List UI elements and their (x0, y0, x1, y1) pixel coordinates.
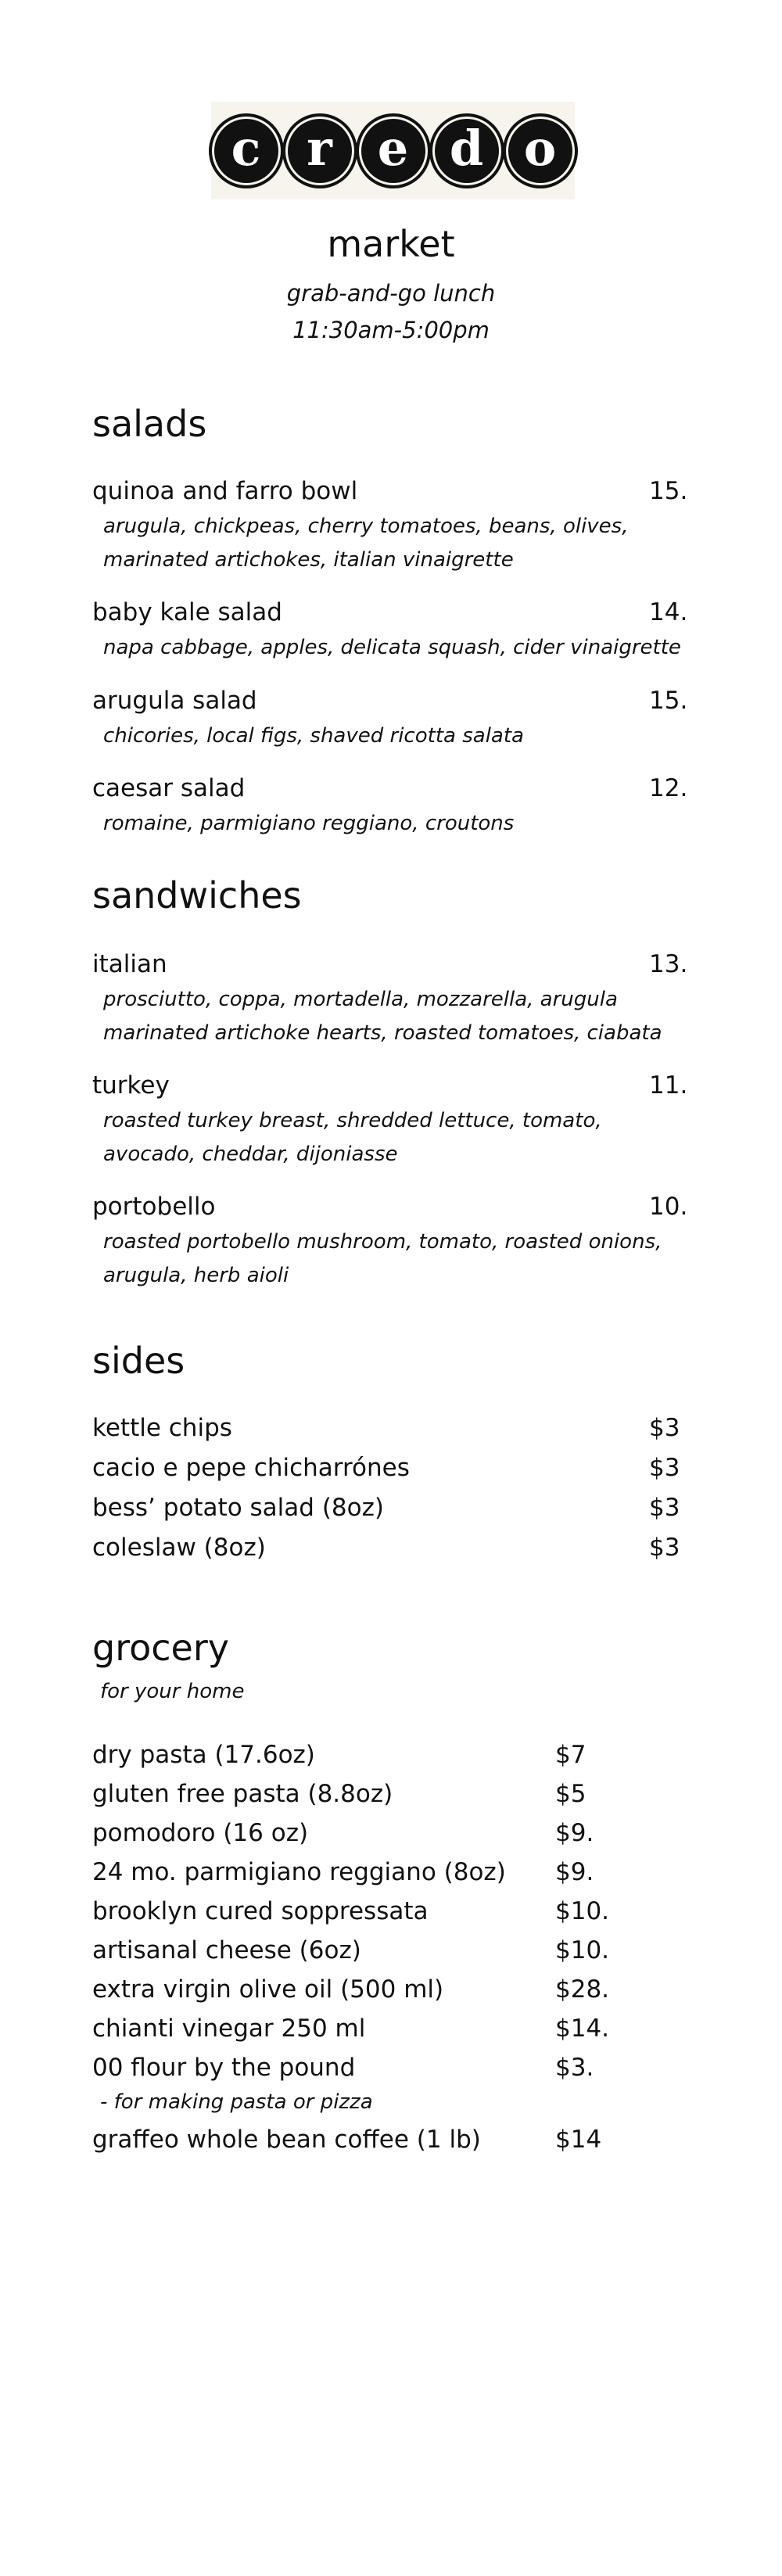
item-name: extra virgin olive oil (500 ml) (92, 1975, 444, 2004)
menu-item (92, 477, 687, 505)
item-name: artisanal cheese (6oz) (92, 1936, 361, 1964)
menu-item (92, 1780, 687, 1808)
item-name: kettle chips (92, 1414, 232, 1442)
menu-item (92, 1071, 687, 1100)
item-name: graffeo whole bean coffee (1 lb) (92, 2126, 481, 2154)
page-subtitle: grab-and-go lunch (286, 280, 496, 307)
item-description: napa cabbage, apples, delicata squash, cider vinaigrette (103, 636, 681, 659)
item-name: pomodoro (16 oz) (92, 1819, 309, 1847)
item-price: 11. (649, 1071, 688, 1100)
opening-hours: 11:30am-5:00pm (292, 317, 490, 343)
menu-item (92, 1494, 687, 1522)
item-price: 15. (649, 477, 688, 505)
item-price: $3 (649, 1454, 680, 1482)
grocery-subtitle: for your home (100, 1680, 245, 1703)
item-name: 24 mo. parmigiano reggiano (8oz) (92, 1858, 506, 1886)
item-name: caesar salad (92, 774, 246, 802)
item-name: gluten free pasta (8.8oz) (92, 1780, 393, 1808)
credo-logo (211, 102, 575, 199)
menu-item (92, 1975, 687, 2004)
menu-item (92, 1858, 687, 1886)
menu-item (92, 2015, 687, 2043)
item-name: 00 flour by the pound (92, 2054, 356, 2082)
item-price: $3 (649, 1494, 680, 1522)
menu-item (92, 1819, 687, 1847)
section-title-sides: sides (92, 1340, 185, 1382)
item-name: cacio e pepe chicharrónes (92, 1454, 410, 1482)
item-description: marinated artichoke hearts, roasted tomatoes, ciabata (103, 1021, 662, 1045)
item-price: 12. (649, 774, 688, 802)
item-name: chianti vinegar 250 ml (92, 2015, 366, 2043)
item-price: 10. (649, 1193, 688, 1221)
page-title: market (327, 223, 455, 265)
item-name: brooklyn cured soppressata (92, 1897, 429, 1925)
item-name: dry pasta (17.6oz) (92, 1741, 315, 1769)
menu-item (92, 598, 687, 626)
item-price: $7 (555, 1741, 586, 1769)
logo-circle: r (288, 119, 352, 183)
item-price: $9. (555, 1858, 594, 1886)
section-title-grocery: grocery (92, 1627, 229, 1669)
item-note: - for making pasta or pizza (100, 2090, 373, 2114)
item-description: roasted portobello mushroom, tomato, roasted onions, (103, 1230, 662, 1254)
item-name: portobello (92, 1193, 216, 1221)
menu-item (92, 1414, 687, 1442)
menu-item (92, 774, 687, 802)
menu-item (92, 1193, 687, 1221)
item-price: $3. (555, 2054, 594, 2082)
item-price: $10. (555, 1936, 610, 1964)
item-name: baby kale salad (92, 598, 282, 626)
item-description: chicories, local figs, shaved ricotta salata (103, 724, 524, 748)
item-price: $3 (649, 1414, 680, 1442)
item-name: coleslaw (8oz) (92, 1534, 266, 1562)
logo-circle: e (361, 119, 425, 183)
section-title-sandwiches: sandwiches (92, 874, 302, 917)
item-price: $14. (555, 2015, 610, 2043)
item-price: $3 (649, 1534, 680, 1562)
logo-circle: c (214, 119, 278, 183)
item-name: quinoa and farro bowl (92, 477, 358, 505)
item-description: marinated artichokes, italian vinaigrette (103, 548, 514, 572)
logo-circle: o (508, 119, 572, 183)
menu-item (92, 2054, 687, 2082)
section-title-salads: salads (92, 403, 207, 445)
menu-item (92, 1897, 687, 1925)
item-description: prosciutto, coppa, mortadella, mozzarella, arugula (103, 988, 618, 1011)
item-price: $5 (555, 1780, 586, 1808)
menu-item (92, 1741, 687, 1769)
menu-item (92, 1534, 687, 1562)
item-description: arugula, chickpeas, cherry tomatoes, beans, olives, (103, 515, 629, 538)
item-name: italian (92, 950, 167, 978)
item-name: turkey (92, 1071, 170, 1100)
item-price: 15. (649, 687, 688, 715)
item-description: roasted turkey breast, shredded lettuce, tomato, (103, 1109, 602, 1132)
item-description: romaine, parmigiano reggiano, croutons (103, 812, 515, 835)
menu-item (92, 1454, 687, 1482)
item-price: $9. (555, 1819, 594, 1847)
item-price: $14 (555, 2126, 602, 2154)
menu-item (92, 950, 687, 978)
item-name: bess’ potato salad (8oz) (92, 1494, 384, 1522)
menu-item (92, 687, 687, 715)
item-description: arugula, herb aioli (103, 1264, 289, 1287)
item-description: avocado, cheddar, dijoniasse (103, 1143, 398, 1166)
menu-item (92, 2126, 687, 2154)
item-price: 13. (649, 950, 688, 978)
item-price: $10. (555, 1897, 610, 1925)
logo-circle: d (435, 119, 499, 183)
item-name: arugula salad (92, 687, 257, 715)
item-price: $28. (555, 1975, 610, 2004)
item-price: 14. (649, 598, 688, 626)
menu-item (92, 1936, 687, 1964)
